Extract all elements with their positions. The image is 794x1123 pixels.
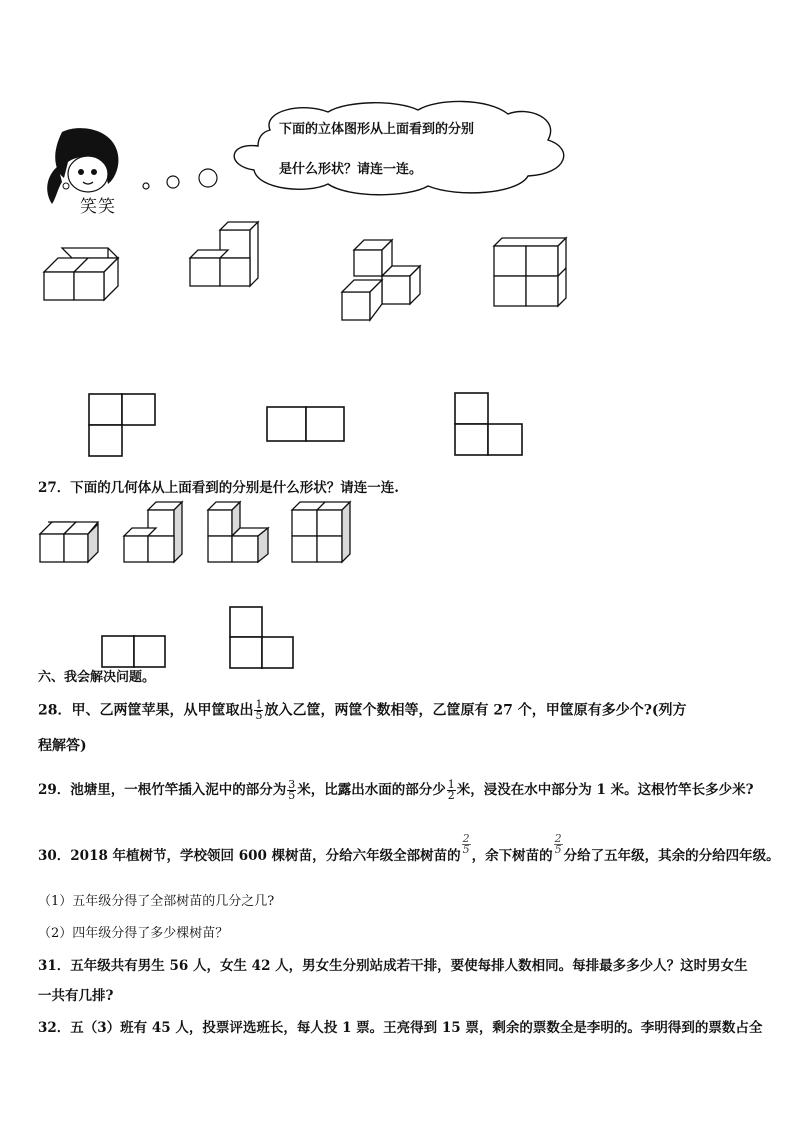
top-view-1 — [88, 393, 158, 457]
q29-text-2: 米，比露出水面的部分少 — [297, 782, 446, 798]
q29-fraction-2: $\frac{1}{2}$ — [447, 778, 455, 802]
top-view-2 — [266, 406, 346, 442]
solid-figure-e — [38, 518, 100, 564]
thought-dots-icon — [140, 166, 224, 194]
q29-text-3: 米，浸没在水中部分为 1 米。这根竹竿长多少米? — [456, 782, 754, 798]
question-30-sub-2: （2）四年级分得了多少棵树苗？ — [38, 926, 229, 941]
q30-text-2: ，余下树苗的 — [471, 848, 553, 864]
solid-figure-c — [340, 238, 424, 324]
solid-figure-b — [188, 228, 264, 302]
question-28-line-2: 程解答) — [38, 738, 87, 754]
solid-figure-f — [122, 500, 184, 564]
solid-figure-g — [206, 500, 270, 564]
question-27: 27．下面的几何体从上面看到的分别是什么形状？请连一连. — [38, 480, 399, 496]
question-31-line-2: 一共有几排? — [38, 988, 114, 1004]
top-view-4 — [101, 635, 167, 669]
q30-text-1: 30．2018 年植树节，学校领回 600 棵树苗，分给六年级全部树苗的 — [38, 848, 461, 864]
q28-text-2: 放入乙筐，两筐个数相等，乙筐原有 27 个，甲筐原有多少个?(列方 — [264, 702, 687, 719]
question-28 — [38, 700, 687, 721]
solid-figure-h — [290, 500, 352, 564]
section-heading: 六、我会解决问题。 — [38, 670, 156, 685]
question-32: 32．五（3）班有 45 人，投票评选班长，每人投 1 票。王亮得到 15 票，剩余的票数全是李明的。李明得到的票数占全 — [38, 1020, 763, 1036]
q30-fraction-1: $\frac{2}{5}$ — [462, 832, 470, 856]
q29-text-1: 29．池塘里，一根竹竿插入泥中的部分为 — [38, 782, 287, 798]
solid-figure-a — [42, 244, 124, 302]
question-30 — [38, 832, 780, 867]
bubble-line-1: 下面的立体图形从上面看到的分别 — [279, 122, 475, 137]
q28-text-1: 28．甲、乙两筐苹果，从甲筐取出 — [38, 702, 254, 719]
character-name: 笑笑 — [80, 197, 116, 217]
question-30-sub-1: （1）五年级分得了全部树苗的几分之几? — [38, 894, 275, 909]
solid-figure-d — [492, 236, 568, 308]
q29-fraction-1: $\frac{3}{5}$ — [288, 778, 296, 802]
q30-fraction-2: $\frac{2}{5}$ — [554, 832, 562, 856]
bubble-line-2: 是什么形状？请连一连。 — [279, 162, 423, 177]
thought-bubble-icon — [218, 98, 580, 198]
q30-text-3: 分给了五年级，其余的分给四年级。 — [563, 848, 780, 864]
question-29 — [38, 780, 754, 801]
question-31: 31．五年级共有男生 56 人，女生 42 人，男女生分别站成若干排，要使每排人数相同。每排最多多少人？这时男女生 — [38, 958, 748, 974]
top-view-3 — [454, 392, 524, 456]
top-view-5 — [229, 606, 295, 670]
q28-fraction: $\frac{1}{5}$ — [255, 698, 263, 722]
